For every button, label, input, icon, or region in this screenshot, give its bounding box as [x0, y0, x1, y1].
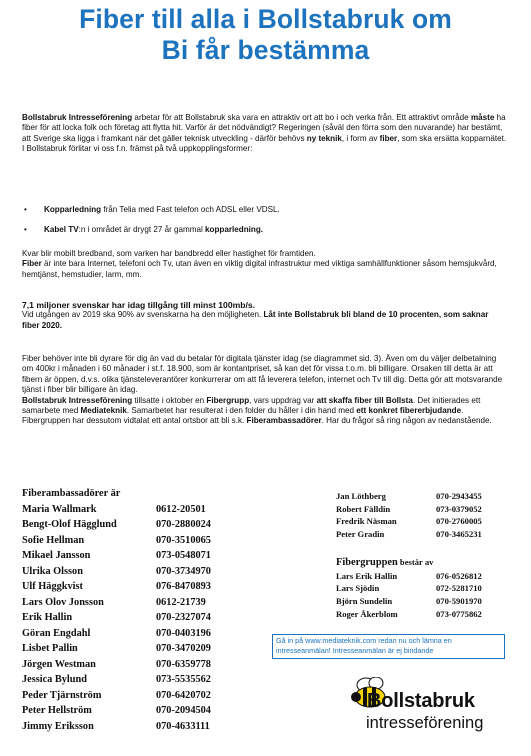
ambassador-list — [22, 486, 262, 734]
logo-text-2: intresseförening — [366, 714, 484, 732]
contact-phone[interactable]: 073-5535562 — [156, 674, 211, 685]
contact-name: Lars Sjödin — [336, 583, 380, 594]
para4-emph-fibergrupp: Fibergrupp — [206, 395, 250, 405]
contact-phone[interactable]: 070-3510065 — [156, 534, 211, 546]
fibergruppen-row — [336, 608, 506, 621]
ambassador-row — [22, 579, 262, 595]
contact-name: Lars Olov Jonsson — [22, 596, 104, 608]
intro-emph-fiber: fiber — [379, 133, 398, 143]
para4-org: Bollstabruk Intresseförening — [22, 395, 133, 405]
para4-emph-fiberambassador: Fiberambassadörer — [246, 416, 322, 426]
para4-text-4: . Det initierades ett samarbete med — [22, 395, 481, 416]
contact-name: Erik Hallin — [22, 612, 73, 623]
contact-phone[interactable]: 070-4633111 — [156, 720, 210, 732]
para2-line-1: Kvar blir mobilt bredband, som varken har bandbredd eller hastighet för framtiden. — [22, 249, 316, 258]
ambassador-row — [22, 595, 262, 611]
para4-text — [22, 354, 508, 427]
fibergruppen-heading — [336, 556, 506, 570]
contact-name: Jessica Bylund — [22, 674, 87, 685]
ambassador-row — [336, 528, 506, 541]
fibergruppen-row — [336, 582, 506, 595]
contact-name: Bengt-Olof Hägglund — [22, 519, 117, 530]
contact-phone[interactable]: 070-2094504 — [156, 705, 211, 716]
intro-emph-ny-teknik: ny teknik — [306, 133, 342, 143]
ambassador-list-right — [336, 490, 506, 541]
ambassador-row — [336, 515, 506, 528]
contact-phone[interactable]: 070-3465231 — [436, 529, 482, 540]
bullet-tail: kopparledning. — [205, 225, 264, 235]
contact-name: Peter Hellström — [22, 705, 92, 716]
bullet-text: :n i området är drygt 27 år gammal — [78, 225, 206, 235]
logo-text-1: Bollstabruk — [367, 690, 475, 712]
ambassador-row — [22, 688, 262, 704]
paragraph-3 — [22, 300, 508, 331]
bullet-item — [22, 205, 508, 215]
contact-phone[interactable]: 0612-21739 — [156, 596, 206, 608]
contact-name: Jörgen Westman — [22, 658, 96, 670]
ambassador-row — [22, 641, 262, 657]
contact-phone[interactable]: 076-8470893 — [156, 581, 211, 592]
fibergruppen-heading-suffix: består av — [397, 557, 434, 567]
ambassador-row — [336, 503, 506, 516]
intro-text-2: ha fiber för att locka folk och företag att flytta hit. Varför är det nödvändigt? Regeringen (såväl den förra som den nuvarande) har bestämt, att Sverige ska ligga i framkant när det gäller teknisk utveckling - därför behövs — [22, 113, 506, 143]
title-line-1: Fiber till alla i Bollstabruk om — [79, 4, 452, 34]
para3-text-1: Vid utgången av 2019 ska 90% av svenskarna ha den möjligheten. — [22, 310, 264, 320]
contact-phone[interactable]: 070-6359778 — [156, 658, 211, 670]
para4-emph-fiber-bollsta: att skaffa fiber till Bollsta — [316, 395, 413, 405]
para4-emph-erbjudande: ett konkret fibererbjudande — [356, 406, 462, 416]
contact-name: Ulrika Olsson — [22, 565, 83, 577]
ambassador-row — [22, 657, 262, 673]
ambassador-row — [22, 548, 262, 564]
para4-text-7: . Har du frågor så ring någon av nedanstående. — [321, 416, 492, 426]
fibergruppen-row — [336, 570, 506, 583]
intro-paragraph — [22, 113, 508, 144]
contact-phone[interactable]: 070-2327074 — [156, 612, 211, 623]
contact-phone[interactable]: 070-0403196 — [156, 627, 211, 639]
para2-emph-fiber: Fiber — [22, 259, 42, 269]
contact-name: Fredrik Näsman — [336, 516, 397, 527]
contact-name: Sofie Hellman — [22, 534, 85, 546]
contact-phone[interactable]: 070-6420702 — [156, 689, 211, 701]
contact-name: Ulf Häggkvist — [22, 581, 83, 592]
bollstabruk-logo — [348, 677, 518, 749]
contact-name: Jimmy Eriksson — [22, 720, 94, 732]
para4-text-6: . Fibergruppen har dessutom vidtalat ett antal ortsbor att bli s.k. — [22, 406, 464, 426]
ambassador-row — [22, 502, 262, 518]
ambassador-row — [22, 672, 262, 688]
contact-name: Lisbet Pallin — [22, 643, 78, 654]
paragraph-4 — [22, 354, 508, 427]
bullet-text: från Telia med Fast telefon och ADSL eller VDSL. — [101, 205, 280, 214]
intro-section — [22, 113, 508, 155]
page-title — [0, 4, 531, 66]
contact-name: Peder Tjärnström — [22, 689, 102, 701]
ambassador-row — [22, 703, 262, 719]
intro-text-4: , som ska ersätta kopparnätet. — [397, 133, 507, 143]
contact-phone[interactable]: 070-5901970 — [436, 596, 482, 607]
contact-phone[interactable]: 073-0775862 — [436, 608, 482, 619]
intro-line: I Bollstabruk förlitar vi oss f.n. främst på två uppkopplingsformer: — [22, 144, 253, 154]
ambassador-row — [22, 564, 262, 580]
para4-emph-mediateknik: Mediateknik — [80, 406, 127, 416]
contact-phone[interactable]: 070-2880024 — [156, 519, 211, 530]
bullet-list — [22, 205, 508, 236]
para3-emph: Låt inte Bollstabruk bli bland de 10 procenten, som saknar fiber 2020. — [22, 310, 489, 330]
bullet-bold: Kopparledning — [44, 205, 102, 214]
para4-text-3: , vars uppdrag var — [249, 395, 317, 405]
intro-text-1: arbetar för att Bollstabruk ska vara en attraktiv ort att bo i och verka från. Ett attraktivt område — [132, 113, 471, 122]
contact-name: Mikael Jansson — [22, 550, 91, 561]
ambassador-row — [22, 517, 262, 533]
contact-phone[interactable]: 0612-20501 — [156, 503, 206, 515]
contact-phone[interactable]: 076-0526812 — [436, 570, 482, 581]
contact-phone[interactable]: 073-0548071 — [156, 550, 211, 561]
contact-name: Björn Sundelin — [336, 596, 393, 607]
intro-emph-maste: måste — [470, 113, 495, 122]
contact-phone[interactable]: 070-2760005 — [436, 516, 482, 527]
ambassador-row — [22, 719, 262, 735]
para2-text: är inte bara Internet, telefoni och Tv, utan även en viktig digital infrastruktur med viktiga samhällfunktioner såsom hemsjukvård, hemtjänst, hemstudier, larm, mm. — [22, 259, 497, 279]
contact-name: Peter Gradin — [336, 529, 385, 540]
para3-lead: 7,1 miljoner svenskar har idag tillgång till minst 100mb/s. — [22, 300, 256, 310]
contact-name: Göran Engdahl — [22, 627, 91, 639]
contact-phone[interactable]: 073-0379052 — [436, 503, 482, 514]
para4-text-1: Fiber behöver inte bli dyrare för dig än vad du betalar för digitala tjänster idag (se diagrammet sid. 3). Även om du väljer delbetalning om 400kr i månaden i 60 månader i st.f. 18.900, som är kontantpriset, så kan det för vissa t.o.m. bli billigare. Orsaken till detta är att fibern är öppen, d.v.s. olika tjänsteleverantörer konkurrerar om att få leverera telefon, internet och Tv till dig. Detta gör att motsvarande tjänst i fiber blir billigare än idag. — [22, 354, 503, 395]
ambassador-row — [22, 610, 262, 626]
ambassador-row — [22, 533, 262, 549]
contact-phone[interactable]: 072-5281710 — [436, 583, 482, 594]
paragraph-2 — [22, 249, 508, 280]
ambassador-row — [336, 490, 506, 503]
contact-phone[interactable]: 070-2943455 — [436, 491, 482, 501]
para4-text-2: tillsatte i oktober en — [132, 395, 207, 405]
para4-text-5: . Samarbetet har resulterat i den folder du håller i din hand med — [126, 406, 357, 416]
contact-name: Robert Fälldin — [336, 503, 391, 514]
contact-name: Maria Wallmark — [22, 503, 97, 515]
ambassador-row — [22, 626, 262, 642]
org-name: Bollstabruk Intresseförening — [22, 113, 133, 122]
contact-phone[interactable]: 070-3734970 — [156, 565, 211, 577]
contact-name: Lars Erik Hallin — [336, 570, 398, 581]
intro-text-3: , i form av — [341, 133, 380, 143]
bullet-item — [22, 225, 508, 235]
title-line-2: Bi får bestämma — [161, 35, 370, 65]
fibergruppen-heading-text: Fibergruppen — [336, 557, 398, 568]
fibergruppen-list — [336, 556, 506, 621]
contact-name: Roger Åkerblom — [336, 608, 398, 619]
contact-name: Jan Löthberg — [336, 491, 386, 501]
ambassador-heading: Fiberambassadörer är — [22, 488, 121, 499]
para3-text — [22, 310, 508, 331]
contact-phone[interactable]: 070-3470209 — [156, 643, 211, 654]
para2-line-2 — [22, 259, 508, 280]
interest-notice[interactable]: Gå in på www.mediateknik.com redan nu och lämna en intresseanmälan! Intresseanmälan är ej bindande — [272, 634, 505, 659]
bullet-bold: Kabel TV — [44, 225, 79, 235]
fibergruppen-row — [336, 595, 506, 608]
